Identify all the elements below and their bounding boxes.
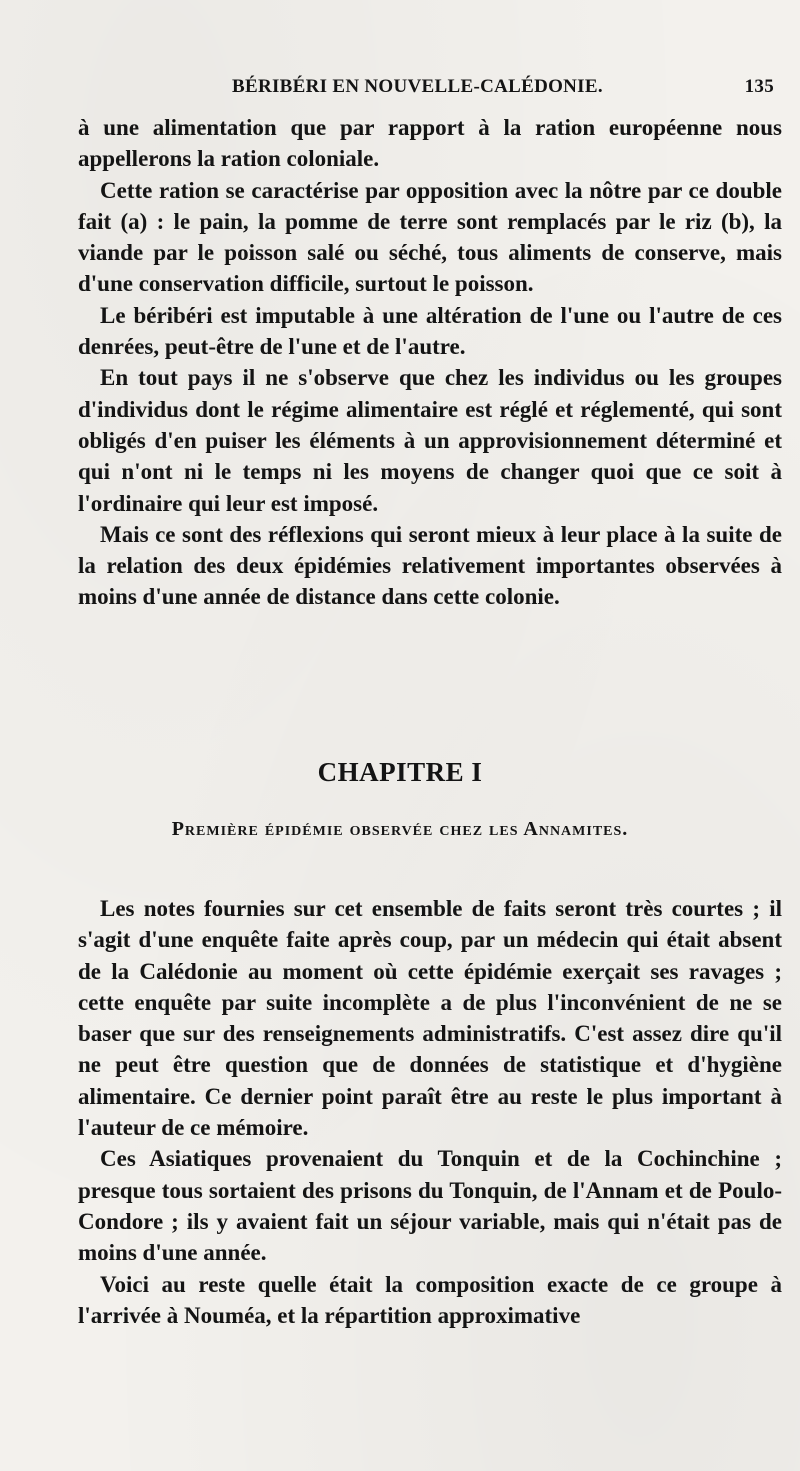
text-block-before-chapter bbox=[78, 112, 782, 613]
chapter-subtitle: Première épidémie observée chez les Annamites. bbox=[171, 818, 629, 840]
page-number: 135 bbox=[744, 76, 774, 97]
paragraph: Le béribéri est imputable à une altération de l'une ou l'autre de ces denrées, peut-être de l'une et de l'autre. bbox=[78, 302, 782, 360]
paragraph: Ces Asiatiques provenaient du Tonquin et de la Cochinchine ; presque tous sortaient des prisons du Tonquin, de l'Annam et de Poulo-Condore ; ils y avaient fait un séjour variable, mais qui n'était pas de moins d'une année. bbox=[78, 1146, 782, 1266]
text-block-after-chapter bbox=[78, 893, 782, 1331]
paragraph: Cette ration se caractérise par opposition avec la nôtre par ce double fait (a) : le pain, la pomme de terre sont remplacés par le riz (b), la viande par le poisson salé ou séché, tous aliments de conserve, mais d'une conservation difficile, surtout le poisson. bbox=[78, 177, 782, 297]
running-head bbox=[82, 76, 774, 100]
paragraph: En tout pays il ne s'observe que chez les individus ou les groupes d'individus dont le régime alimentaire est réglé et réglementé, qui sont obligés d'en puiser les éléments à un approvisionnement déterminé et qui n'ont ni le temps ni les moyens de changer quoi que ce soit à l'ordinaire qui leur est imposé. bbox=[78, 365, 782, 516]
paragraph: Les notes fournies sur cet ensemble de faits seront très courtes ; il s'agit d'une enquête faite après coup, par un médecin qui était absent de la Calédonie au moment où cette épidémie exerçait ses ravages ; cette enquête par suite incomplète a de plus l'inconvénient de ne se baser que sur des renseignements administratifs. C'est assez dire qu'il ne peut être question que de données de statistique et d'hygiène alimentaire. Ce dernier point paraît être au reste le plus important à l'auteur de ce mémoire. bbox=[78, 896, 782, 1141]
paragraph: Voici au reste quelle était la composition exacte de ce groupe à l'arrivée à Nouméa, et la répartition approximative bbox=[78, 1271, 782, 1328]
chapter-title: CHAPITRE I bbox=[317, 757, 483, 787]
paragraph: Mais ce sont des réflexions qui seront mieux à leur place à la suite de la relation des deux épidémies relativement importantes observées à moins d'une année de distance dans cette colonie. bbox=[78, 521, 782, 610]
paragraph-continuation: à une alimentation que par rapport à la ration européenne nous appellerons la ration coloniale. bbox=[78, 115, 782, 172]
running-title: BÉRIBÉRI EN NOUVELLE-CALÉDONIE. bbox=[232, 76, 603, 97]
